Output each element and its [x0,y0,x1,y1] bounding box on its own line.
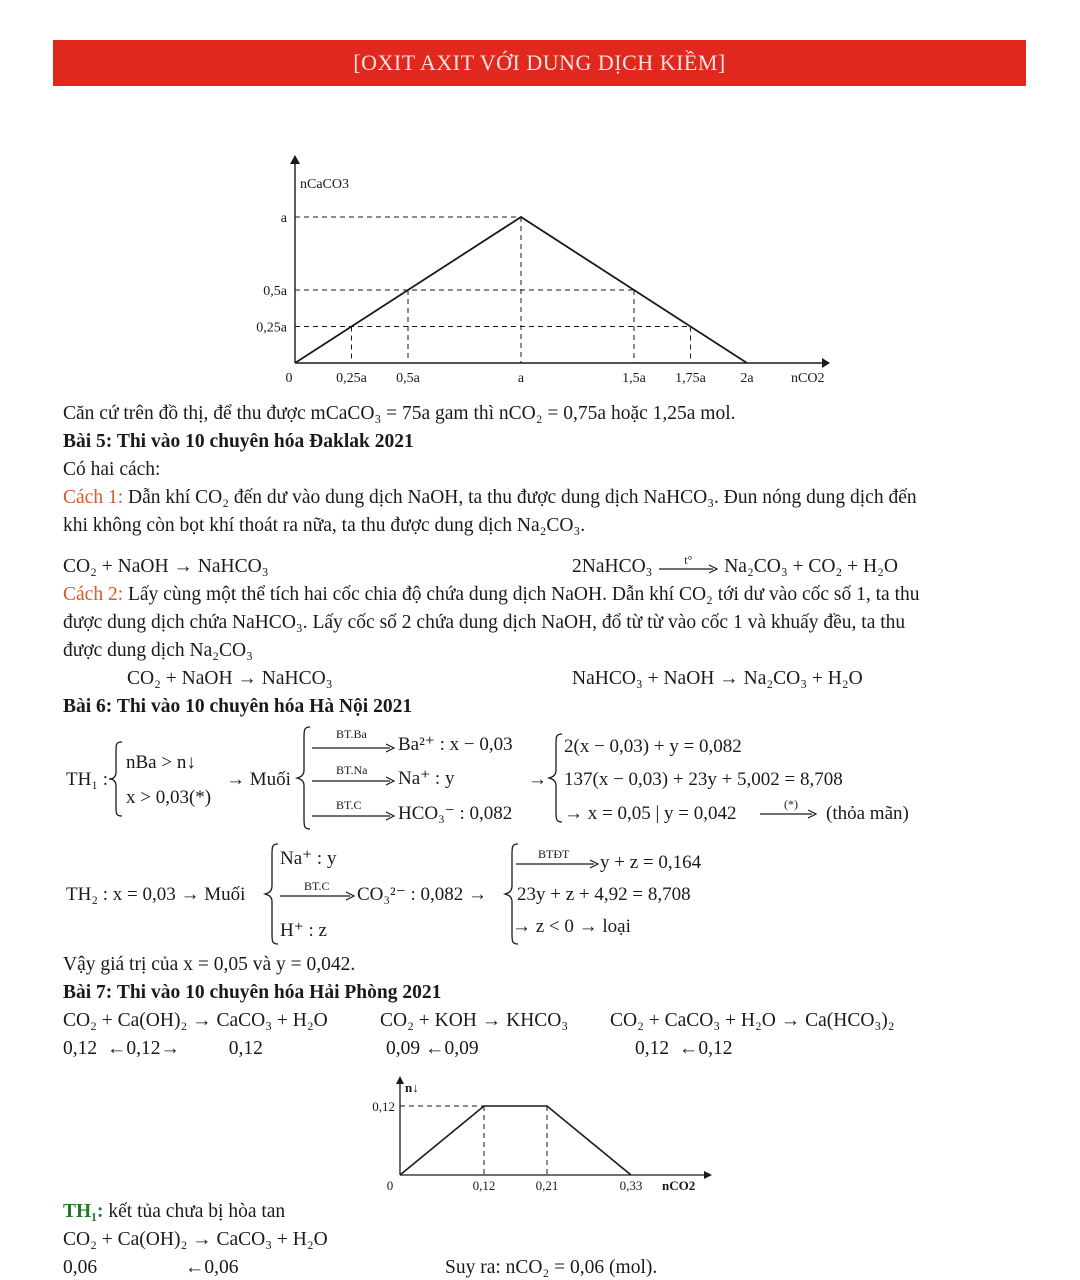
chart-ncaco3-vs-nco2 [230,150,850,395]
th1-label: TH₁ : [66,769,108,790]
bai5-title: Bài 5: Thi vào 10 chuyên hóa Đaklak 2021 [63,431,414,452]
equation-7b: CO₂ + KOH → KHCO₃ [380,1010,569,1031]
th1-cond2: x > 0,03(*) [126,787,212,808]
th2-row-h: H⁺ : z [280,920,327,941]
x-tick-label: 0,5a [396,371,420,386]
page-header-banner [53,40,1026,86]
equation-reactant: 2NaHCO₃ [572,556,653,577]
y-axis-title: nCaCO3 [300,177,349,192]
chart-precipitate-vs-nco2 [350,1072,720,1198]
equation-nahco3-naoh: NaHCO₃ + NaOH → Na₂CO₃ + H₂O [572,668,863,689]
th1-equation-system [60,722,960,834]
cach2-line3: được dung dịch Na₂CO₃ [63,640,253,661]
th1-note [63,1200,285,1224]
th2-equation-system [60,838,960,950]
x-axis-arrow [822,358,830,368]
brace-right [549,734,562,822]
th1-row-hco3: HCO₃⁻ : 0,082 [398,803,513,824]
equation-7a: CO₂ + Ca(OH)₂ → CaCO₃ + H₂O [63,1010,328,1031]
cach1-line1 [63,486,917,510]
ratio-7b: 0,09 ←0,09 [386,1038,479,1059]
y-tick-label-2: 0,12 [372,1099,395,1114]
th1-cond1: nBa > n↓ [126,752,196,773]
equation-8: CO₂ + Ca(OH)₂ → CaCO₃ + H₂O [63,1229,328,1250]
th1-eq-c-result: (thỏa mãn) [826,803,909,824]
equation-products: Na₂CO₃ + CO₂ + H₂O [724,556,898,577]
cach2-text: Lấy cùng một thể tích hai cốc chia độ chứa dung dịch NaOH. Dẫn khí CO₂ tới dư vào cốc số 1, ta thu [123,584,920,605]
brace-middle [297,727,310,829]
cach2-line1 [63,583,920,607]
ratio-8: 0,06 ←0,06 [63,1257,239,1278]
th2-eq-b: 23y + z + 4,92 = 8,708 [517,884,691,905]
y-tick-label: a [280,211,287,226]
th2-eq-a: y + z = 0,164 [600,852,702,873]
x-tick-label: 0 [285,371,293,386]
y-tick-label: 0,25a [256,320,287,336]
conclusion-bai6: Vậy giá trị của x = 0,05 và y = 0,042. [63,954,356,975]
arrow-label-bt-c-2: BT.C [304,879,330,893]
th1-arrow: → [528,769,547,790]
arrow-label-bt-ba: BT.Ba [336,727,367,741]
arrow-label-bt-c: BT.C [336,798,362,812]
brace-th2-left [265,844,278,944]
y-axis-title-2: n↓ [405,1080,419,1095]
x-tick-label: 1,75a [675,371,706,386]
suy-ra: Suy ra: nCO₂ = 0,06 (mol). [445,1257,658,1278]
x-tick-label-2: 0,33 [619,1178,643,1193]
th1-row-na: Na⁺ : y [398,768,455,789]
ratio-7c: 0,12 ←0,12 [635,1038,733,1059]
x-tick-label: 1,5a [622,371,646,386]
y-axis-arrow [290,155,300,164]
bai6-title: Bài 6: Thi vào 10 chuyên hóa Hà Nội 2021 [63,696,413,717]
th1-note-text: kết tủa chưa bị hòa tan [103,1201,286,1222]
brace-left [109,742,122,816]
th2-row-co3: CO₃²⁻ : 0,082 → [357,884,488,905]
cach1-label: Cách 1: [63,487,124,508]
th1-muoi: → Muối [226,769,291,790]
cach1-line2: khi không còn bọt khí thoát ra nữa, ta thu được dung dịch Na₂CO₃. [63,515,586,536]
series-line-2 [400,1106,631,1175]
x-axis-title-2: nCO2 [662,1178,696,1193]
cach1-text: Dẫn khí CO₂ đến dư vào dung dịch NaOH, ta thu được dung dịch NaHCO₃. Đun nóng dung dịch đến [123,487,917,508]
conclusion-line: Căn cứ trên đồ thị, để thu được mCaCO₃ = 75a gam thì nCO₂ = 0,75a hoặc 1,25a mol. [63,403,736,424]
th2-label: TH₂ : x = 0,03 → Muối [66,884,246,905]
th2-row-na: Na⁺ : y [280,848,337,869]
cach2-line2: được dung dịch chứa NaHCO₃. Lấy cốc số 2 chứa dung dịch NaOH, đổ từ từ vào cốc 1 và khuấy đều, ta thu [63,612,906,633]
x-tick-label-2: 0,12 [472,1178,496,1193]
equation-co2-naoh: CO₂ + NaOH → NaHCO₃ [63,556,269,577]
th1-note-label: TH₁: [63,1201,104,1222]
x-tick-label: 2a [740,371,754,386]
arrow-label-bt-na: BT.Na [336,763,368,777]
th1-eq-b: 137(x − 0,03) + 23y + 5,002 = 8,708 [564,769,843,790]
heat-arrow [657,552,719,578]
header-title: [OXIT AXIT VỚI DUNG DỊCH KIỀM] [353,50,726,75]
heat-arrow-label: t° [684,552,693,567]
ratio-7a: 0,12 ←0,12→ 0,12 [63,1038,263,1059]
th1-eq-c: → x = 0,05 | y = 0,042 [564,803,737,824]
x-tick-label: a [517,371,525,386]
bai7-title: Bài 7: Thi vào 10 chuyên hóa Hải Phòng 2021 [63,982,442,1003]
x-axis-arrow-2 [704,1171,712,1179]
equation-7c: CO₂ + CaCO₃ + H₂O → Ca(HCO₃)₂ [610,1010,895,1031]
y-tick-label: 0,5a [263,284,287,299]
x-tick-label: 0,25a [336,371,367,386]
y-axis-arrow-2 [396,1076,404,1084]
th1-eq-a: 2(x − 0,03) + y = 0,082 [564,736,742,757]
equation-nahco3-heat [572,552,898,579]
th2-eq-c: → z < 0 → loại [512,916,631,937]
arrow-label-star: (*) [784,797,798,811]
bai5-intro: Có hai cách: [63,459,161,480]
x-tick-label-2: 0 [386,1178,394,1193]
equation-co2-naoh-2: CO₂ + NaOH → NaHCO₃ [127,668,333,689]
x-tick-label-2: 0,21 [535,1178,559,1193]
th1-row-ba: Ba²⁺ : x − 0,03 [398,734,513,755]
cach2-label: Cách 2: [63,584,124,605]
arrow-label-btdt: BTĐT [538,847,570,861]
x-axis-title: nCO2 [791,371,825,386]
